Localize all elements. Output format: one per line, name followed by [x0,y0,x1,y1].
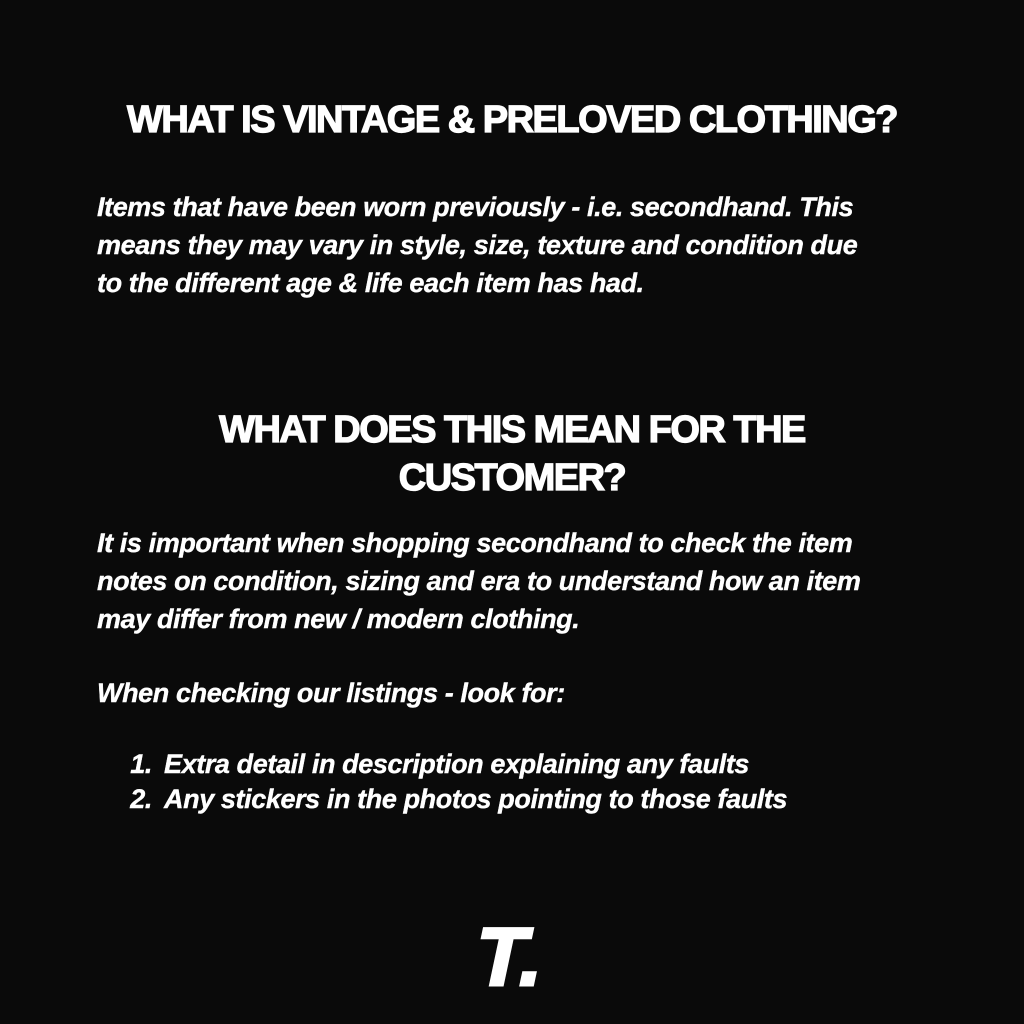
listings-note: When checking our listings - look for: [97,678,565,708]
customer-heading [0,406,1024,502]
customer-paragraph [97,524,861,638]
checklist-item-1-number: 1. [130,749,152,779]
checklist-item-2-number: 2. [130,784,152,814]
customer-heading-line-1: WHAT DOES THIS MEAN FOR THE [219,408,805,451]
intro-paragraph [97,188,857,302]
brand-logo: T. [467,912,557,1003]
intro-line-2: means they may vary in style, size, texture and condition due [97,230,858,260]
customer-line-3: may differ from new / modern clothing. [97,604,580,634]
checklist-item-1-text: Extra detail in description explaining any faults [164,749,750,779]
checklist-item-2 [120,782,787,817]
customer-heading-line-2: CUSTOMER? [398,456,626,499]
checklist [120,747,787,817]
intro-line-3: to the different age & life each item has had. [97,268,644,298]
checklist-item-1 [120,747,787,782]
customer-line-2: notes on condition, sizing and era to understand how an item [97,566,861,596]
intro-line-1: Items that have been worn previously - i.e. secondhand. This [97,192,854,222]
customer-line-1: It is important when shopping secondhand to check the item [97,528,853,558]
checklist-item-2-text: Any stickers in the photos pointing to those faults [164,784,788,814]
main-heading: WHAT IS VINTAGE & PRELOVED CLOTHING? [126,99,898,142]
